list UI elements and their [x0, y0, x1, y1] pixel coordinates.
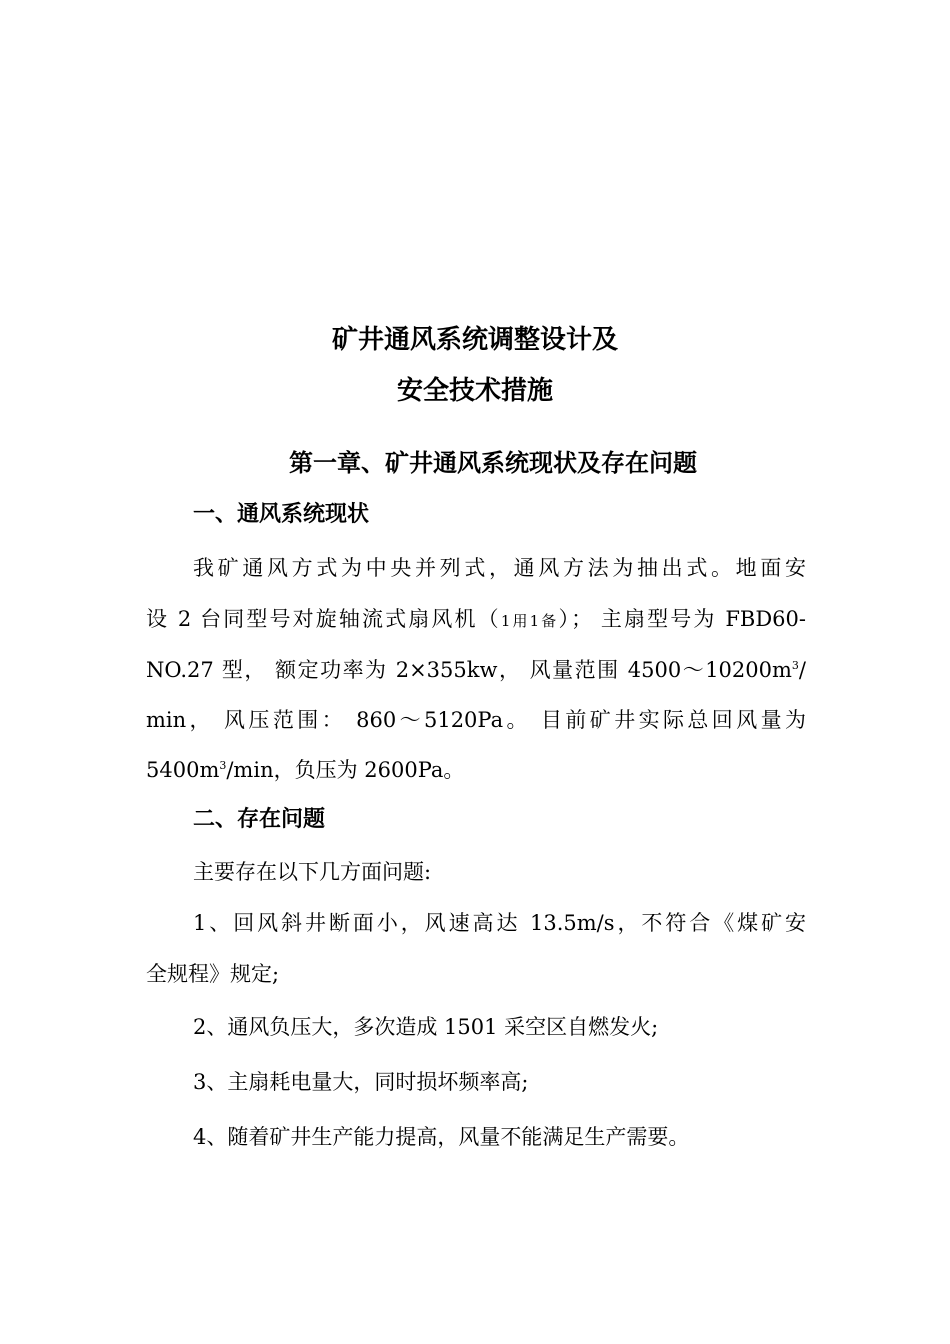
paragraph-text: ）； 主扇型号为 FBD60- — [558, 607, 806, 631]
paragraph-text: 设 2 台同型号对旋轴流式扇风机（ — [146, 607, 501, 631]
document-title-line-2: 安全技术措施 — [396, 376, 553, 406]
paragraph-line: min， 风压范围： 860～5120Pa。 目前矿井实际总回风量为 — [146, 708, 806, 732]
paragraph-line — [146, 656, 806, 684]
paragraph-line: 主要存在以下几方面问题: — [193, 860, 432, 884]
paragraph-line — [146, 605, 806, 635]
section-heading-existing-problems: 二、存在问题 — [193, 807, 326, 832]
list-item-continuation: 全规程》规定; — [146, 962, 280, 986]
section-heading-ventilation-status: 一、通风系统现状 — [193, 502, 370, 527]
list-item: 1、回风斜井断面小，风速高达 13.5m/s，不符合《煤矿安 — [193, 911, 806, 935]
paragraph-text: 5400m — [146, 758, 220, 782]
document-title-line-1: 矿井通风系统调整设计及 — [331, 325, 618, 355]
list-item: 2、通风负压大，多次造成 1501 采空区自燃发火; — [193, 1015, 659, 1039]
paragraph-note: 1用1备 — [500, 612, 559, 630]
chapter-title: 第一章、矿井通风系统现状及存在问题 — [289, 449, 697, 477]
paragraph-text: / — [798, 658, 806, 682]
paragraph-line: 我矿通风方式为中央并列式，通风方法为抽出式。地面安 — [193, 556, 806, 580]
paragraph-line — [146, 756, 806, 784]
list-item: 4、随着矿井生产能力提高，风量不能满足生产需要。 — [193, 1125, 690, 1149]
superscript: 3 — [791, 659, 799, 672]
paragraph-text: NO.27 型， 额定功率为 2×355kw， 风量范围 4500～10200m — [146, 658, 792, 682]
paragraph-text: /min，负压为 2600Pa。 — [226, 758, 465, 782]
list-item: 3、主扇耗电量大，同时损坏频率高; — [193, 1070, 529, 1094]
superscript: 3 — [219, 759, 227, 772]
